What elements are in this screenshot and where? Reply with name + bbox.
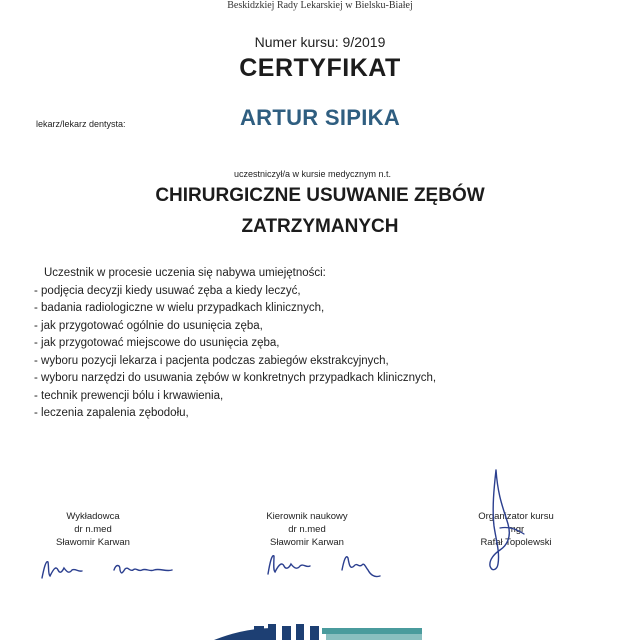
signature-block-scientific-director (246, 510, 368, 549)
signature-degree: dr n.med (74, 524, 112, 535)
handwritten-signature-lecturer (36, 556, 176, 582)
handwritten-signature-scientific-director (262, 548, 388, 582)
signature-block-lecturer (28, 510, 158, 549)
signature-name: Sławomir Karwan (56, 537, 130, 548)
skill-item: - podjęcia decyzji kiedy usuwać zęba a kiedy leczyć, (34, 284, 301, 297)
course-title (0, 180, 640, 242)
skill-item: - jak przygotować miejscowe do usunięcia zęba, (34, 337, 280, 349)
organizer-logo (214, 622, 424, 640)
recipient-role-label: lekarz/lekarz dentysta: (36, 119, 126, 129)
signature-name: Sławomir Karwan (270, 537, 344, 548)
signature-role: Organizator kursu (478, 511, 554, 522)
handwritten-signature-organizer (470, 468, 540, 578)
signature-degree: dr n.med (288, 524, 326, 535)
skill-item: - wyboru narzędzi do usuwania zębów w konkretnych przypadkach klinicznych, (34, 372, 437, 384)
signature-role: Kierownik naukowy (266, 511, 348, 522)
signature-name: Rafał Topolewski (480, 537, 552, 548)
skills-intro: Uczestnik w procesie uczenia się nabywa umiejętności: (44, 267, 326, 279)
signature-role: Wykładowca (66, 511, 120, 522)
recipient-name: ARTUR SIPIKA (239, 105, 401, 130)
course-title-line: CHIRURGICZNE USUWANIE ZĘBÓW (155, 185, 485, 206)
certificate-title: CERTYFIKAT (239, 54, 401, 82)
skills-list (34, 265, 436, 423)
signature-degree: mgr (507, 524, 525, 535)
skill-item: - badania radiologiczne w wielu przypadkach klinicznych, (34, 302, 325, 314)
participation-text: uczestniczył/a w kursie medycznym n.t. (234, 169, 392, 179)
skill-item: - technik prewencji bólu i krwawienia, (34, 389, 224, 402)
skill-item: - leczenia zapalenia zębodołu, (34, 407, 189, 419)
course-number: Numer kursu: 9/2019 (254, 34, 386, 50)
skill-item: - wyboru pozycji lekarza i pacjenta podczas zabiegów ekstrakcyjnych, (34, 354, 389, 367)
skill-item: - jak przygotować ogólnie do usunięcia zęba, (34, 319, 263, 332)
course-title-line: ZATRZYMANYCH (241, 216, 399, 237)
issuer-line: Beskidzkiej Rady Lekarskiej w Bielsku-Białej (227, 0, 413, 11)
